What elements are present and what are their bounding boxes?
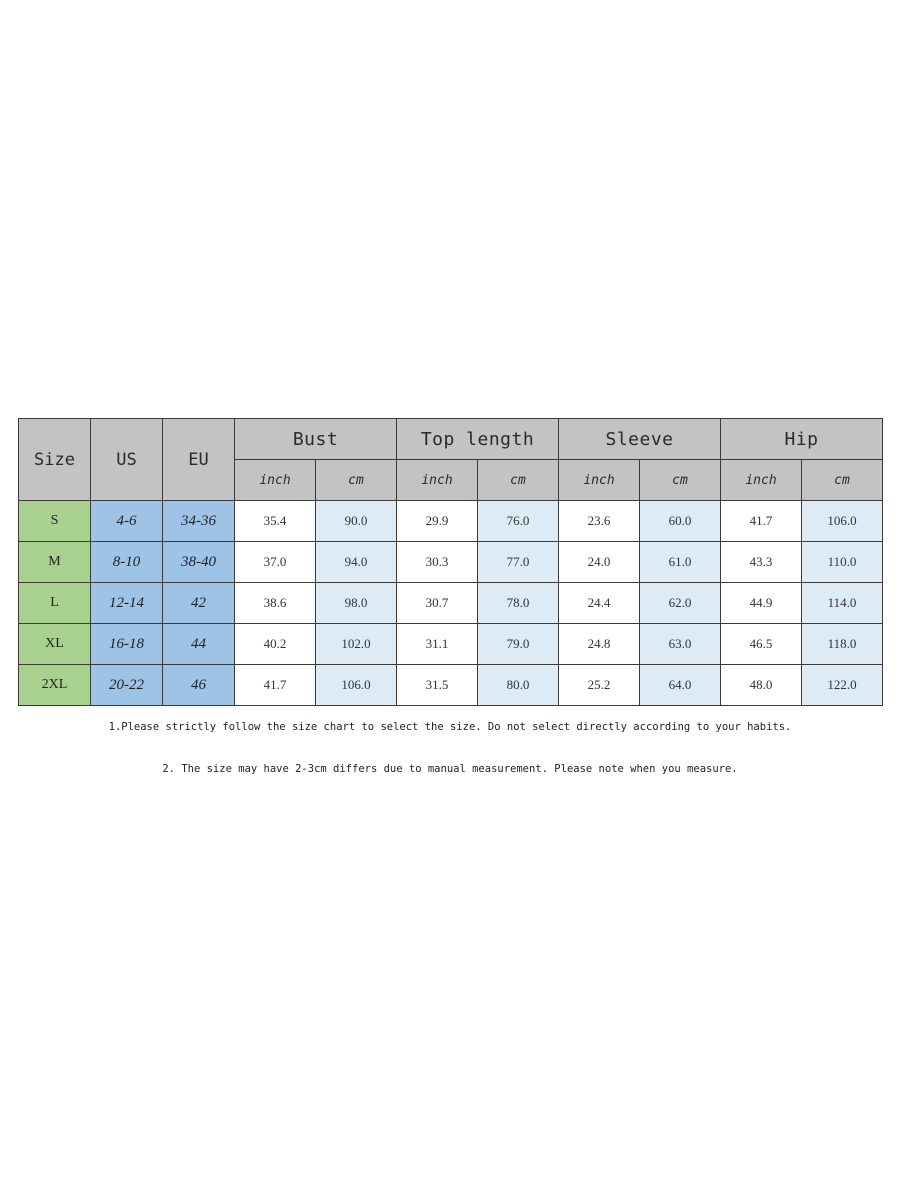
table-row	[19, 583, 883, 624]
cell-len-cm: 80.0	[478, 665, 559, 706]
cell-hip-in: 43.3	[721, 542, 802, 583]
cell-len-cm: 77.0	[478, 542, 559, 583]
cell-hip-in: 48.0	[721, 665, 802, 706]
hip-header: Hip	[721, 419, 883, 460]
table-row	[19, 501, 883, 542]
unit-cm-header: cm	[802, 460, 883, 501]
cell-size: S	[19, 501, 91, 542]
cell-sleeve-cm: 64.0	[640, 665, 721, 706]
table-row	[19, 624, 883, 665]
bust-header: Bust	[235, 419, 397, 460]
cell-eu: 38-40	[163, 542, 235, 583]
cell-hip-in: 46.5	[721, 624, 802, 665]
cell-sleeve-in: 24.0	[559, 542, 640, 583]
cell-size: 2XL	[19, 665, 91, 706]
note-2: 2. The size may have 2-3cm differs due to manual measurement. Please note when you measure.	[162, 763, 738, 775]
cell-bust-cm: 98.0	[316, 583, 397, 624]
cell-eu: 42	[163, 583, 235, 624]
cell-hip-cm: 110.0	[802, 542, 883, 583]
cell-hip-cm: 118.0	[802, 624, 883, 665]
cell-bust-in: 35.4	[235, 501, 316, 542]
cell-sleeve-cm: 63.0	[640, 624, 721, 665]
unit-inch-header: inch	[721, 460, 802, 501]
cell-us: 12-14	[91, 583, 163, 624]
unit-cm-header: cm	[640, 460, 721, 501]
unit-cm-header: cm	[478, 460, 559, 501]
size-header: Size	[19, 419, 91, 501]
cell-eu: 46	[163, 665, 235, 706]
cell-bust-cm: 90.0	[316, 501, 397, 542]
cell-size: XL	[19, 624, 91, 665]
cell-bust-cm: 102.0	[316, 624, 397, 665]
cell-len-in: 30.7	[397, 583, 478, 624]
cell-len-in: 30.3	[397, 542, 478, 583]
cell-us: 8-10	[91, 542, 163, 583]
cell-bust-cm: 94.0	[316, 542, 397, 583]
cell-sleeve-in: 25.2	[559, 665, 640, 706]
size-chart-table	[18, 418, 883, 706]
table-row	[19, 665, 883, 706]
note-1: 1.Please strictly follow the size chart to select the size. Do not select directly according to your habits.	[108, 721, 792, 733]
cell-len-cm: 78.0	[478, 583, 559, 624]
cell-hip-in: 41.7	[721, 501, 802, 542]
cell-hip-cm: 114.0	[802, 583, 883, 624]
cell-hip-cm: 106.0	[802, 501, 883, 542]
cell-sleeve-cm: 62.0	[640, 583, 721, 624]
table-row	[19, 542, 883, 583]
cell-sleeve-in: 24.8	[559, 624, 640, 665]
top-length-header: Top length	[397, 419, 559, 460]
cell-hip-in: 44.9	[721, 583, 802, 624]
cell-us: 20-22	[91, 665, 163, 706]
unit-cm-header: cm	[316, 460, 397, 501]
unit-inch-header: inch	[235, 460, 316, 501]
cell-sleeve-in: 24.4	[559, 583, 640, 624]
cell-bust-in: 41.7	[235, 665, 316, 706]
cell-len-in: 31.1	[397, 624, 478, 665]
cell-len-cm: 76.0	[478, 501, 559, 542]
cell-hip-cm: 122.0	[802, 665, 883, 706]
cell-bust-cm: 106.0	[316, 665, 397, 706]
cell-bust-in: 38.6	[235, 583, 316, 624]
cell-size: M	[19, 542, 91, 583]
cell-size: L	[19, 583, 91, 624]
unit-inch-header: inch	[559, 460, 640, 501]
sleeve-header: Sleeve	[559, 419, 721, 460]
cell-bust-in: 40.2	[235, 624, 316, 665]
cell-bust-in: 37.0	[235, 542, 316, 583]
cell-sleeve-cm: 61.0	[640, 542, 721, 583]
cell-eu: 44	[163, 624, 235, 665]
cell-us: 16-18	[91, 624, 163, 665]
unit-inch-header: inch	[397, 460, 478, 501]
cell-us: 4-6	[91, 501, 163, 542]
us-header: US	[91, 419, 163, 501]
cell-eu: 34-36	[163, 501, 235, 542]
cell-len-in: 29.9	[397, 501, 478, 542]
cell-len-cm: 79.0	[478, 624, 559, 665]
header-row-groups	[19, 419, 883, 460]
cell-sleeve-in: 23.6	[559, 501, 640, 542]
eu-header: EU	[163, 419, 235, 501]
cell-sleeve-cm: 60.0	[640, 501, 721, 542]
cell-len-in: 31.5	[397, 665, 478, 706]
